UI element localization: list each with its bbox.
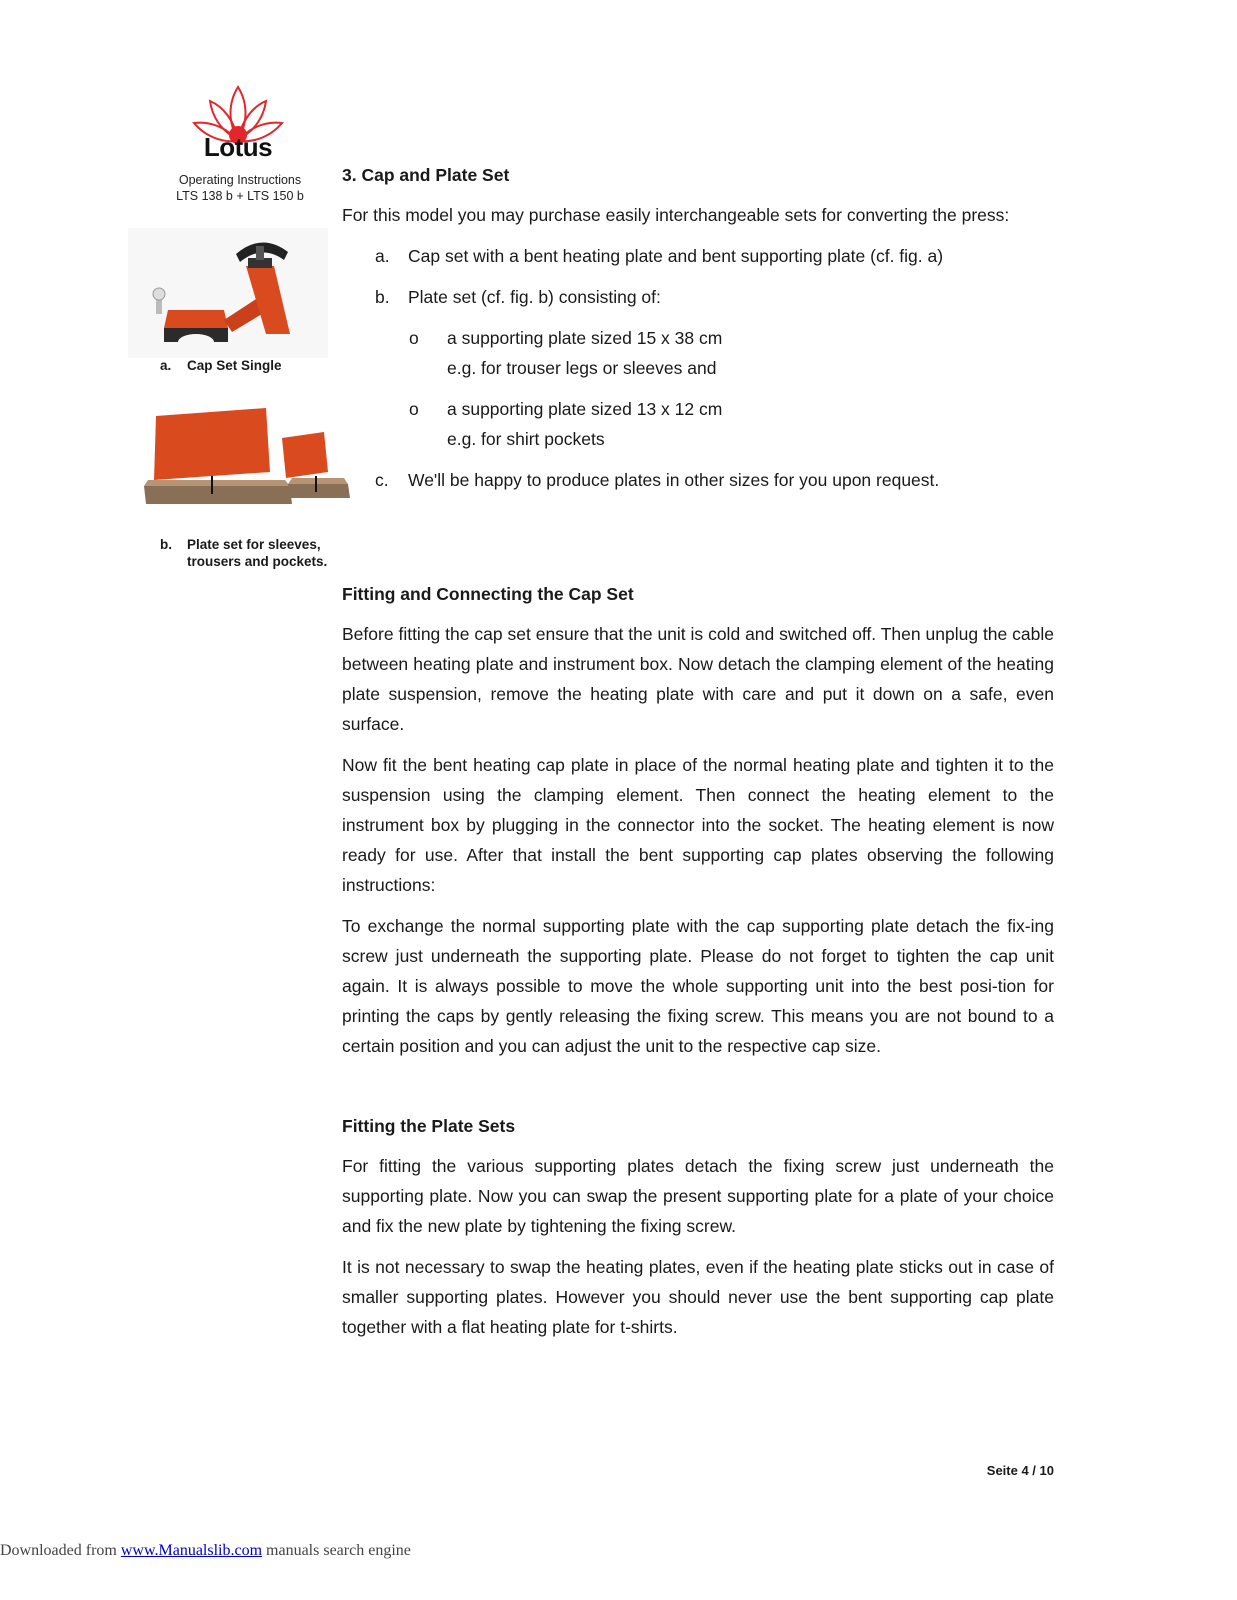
section-title-fitting-plate-sets: Fitting the Plate Sets (342, 1116, 516, 1136)
document-info (150, 172, 330, 204)
doc-models: LTS 138 b + LTS 150 b (176, 189, 304, 203)
main-content (342, 160, 1054, 1353)
sub-list-item (342, 394, 1054, 454)
figure-b-text-2: trousers and pockets. (187, 554, 328, 569)
list-item (342, 241, 1054, 271)
paragraph: It is not necessary to swap the heating plates, even if the heating plate sticks out in case of smaller supporting plates. However you should never use the bent supporting cap plate together with a flat heating plate for t-shirts. (342, 1257, 1054, 1337)
bullet-marker: o (409, 328, 419, 348)
list-marker: a. (375, 246, 390, 266)
list-item (342, 282, 1054, 312)
download-suffix: manuals search engine (262, 1542, 411, 1559)
list-text: We'll be happy to produce plates in other sizes for you upon request. (408, 470, 940, 490)
sub-list-item (342, 323, 1054, 383)
paragraph: Now fit the bent heating cap plate in place of the normal heating plate and tighten it to the suspension using the clamping element. Then connect the heating element to the instrument box by plugging in the connector into the socket. The heating element is now ready for use. After that install the bent supporting cap plates observing the following instructions: (342, 755, 1054, 895)
figure-b-text-1: Plate set for sleeves, (187, 537, 321, 552)
sub-item-line: a supporting plate sized 15 x 38 cm (447, 328, 723, 348)
sub-item-line: a supporting plate sized 13 x 12 cm (447, 399, 723, 419)
download-footer (0, 1542, 411, 1560)
doc-title: Operating Instructions (178, 173, 302, 187)
section-intro: For this model you may purchase easily interchangeable sets for converting the press: (342, 205, 1010, 225)
section-plate-sets (342, 1111, 1054, 1342)
section-cap-set (342, 579, 1054, 1061)
list-text: Plate set (cf. fig. b) consisting of: (408, 287, 661, 307)
paragraph: Before fitting the cap set ensure that the unit is cold and switched off. Then unplug the cable between heating plate and instrument box. Now detach the clamping element of the heating plate suspension, remove the heating plate with care and put it down on a safe, even surface. (342, 624, 1054, 734)
list-marker: c. (375, 470, 389, 490)
figure-b-label: b. (160, 537, 172, 552)
list-text: Cap set with a bent heating plate and bent supporting plate (cf. fig. a) (408, 246, 944, 266)
cap-set-figure (128, 228, 328, 358)
list-item (342, 465, 1054, 495)
page-number: Seite 4 / 10 (986, 1463, 1054, 1478)
figure-a-label: a. (160, 358, 172, 373)
section-title-cap-plate-set: 3. Cap and Plate Set (342, 165, 510, 185)
manualslib-link[interactable]: www.Manualslib.com (120, 1542, 263, 1559)
download-prefix: Downloaded from (0, 1542, 121, 1559)
bullet-marker: o (409, 399, 419, 419)
sub-item-line: e.g. for shirt pockets (447, 429, 605, 449)
plate-set-figure (140, 402, 355, 520)
brand-name: Lotus (203, 132, 273, 162)
paragraph: For fitting the various supporting plates detach the fixing screw just underneath the supporting plate. Now you can swap the present supporting plate for a plate of your choice and fix the new plate by tightening the fixing screw. (342, 1156, 1054, 1236)
figure-a-caption (160, 358, 282, 373)
figure-a-text: Cap Set Single (187, 358, 282, 373)
sub-item-line: e.g. for trouser legs or sleeves and (447, 358, 717, 378)
section-title-fitting-cap-set: Fitting and Connecting the Cap Set (342, 584, 634, 604)
figure-b-caption (160, 536, 327, 570)
list-marker: b. (375, 287, 390, 307)
paragraph: To exchange the normal supporting plate with the cap supporting plate detach the fix-ing screw just underneath the supporting plate. Please do not forget to tighten the cap unit again. It is always possible to move the whole supporting unit into the best posi-tion for printing the caps by gently releasing the fixing screw. This means you are not bound to a certain position and you can adjust the unit to the respective cap size. (342, 916, 1054, 1056)
